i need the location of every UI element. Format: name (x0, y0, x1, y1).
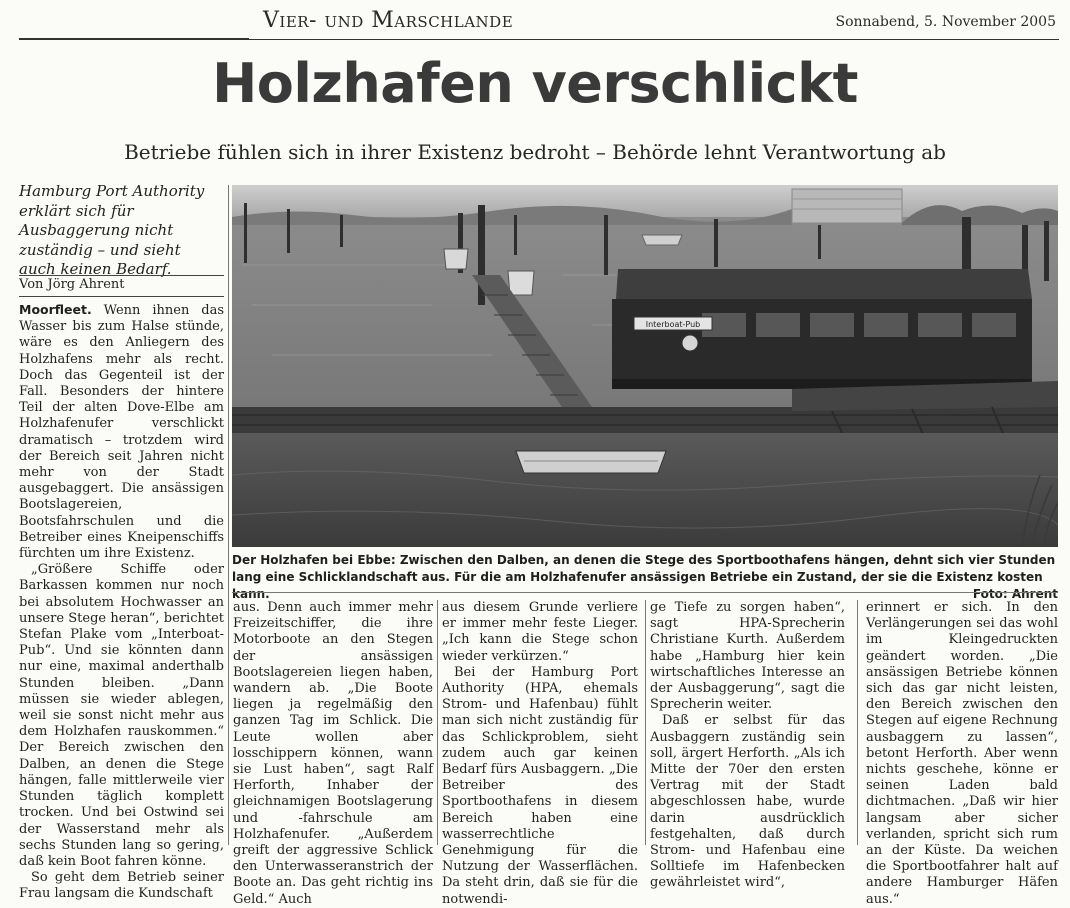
issue-date: Sonnabend, 5. November 2005 (835, 14, 1056, 30)
article-column-4 (650, 600, 845, 892)
harbor-photo (232, 185, 1058, 547)
column-rule (857, 600, 858, 845)
column-rule (437, 600, 438, 845)
section-title: Vier- und Marschlande (263, 8, 514, 33)
paragraph (19, 302, 224, 562)
paragraph: Bei der Hamburg Port Authority (HPA, ehemals Strom- und Hafenbau) fühlt man sich nicht zuständig für das Schlickproblem, sieht zudem auch gar keinen Bedarf fürs Ausbaggern. „Die Betreiber des Sportboothafens in diesem Bereich haben eine wasserrechtliche Genehmigung für die Nutzung der Wasserflächen. Da steht drin, daß sie für die notwendi- (442, 664, 638, 907)
caption-rule (232, 592, 1058, 593)
paragraph: „Größere Schiffe oder Barkassen kommen nur noch bei absolutem Hochwasser an unsere Stege heran“, berichtet Stefan Plake vom „Interboat-Pub“. Und sie könnten dann nur eine, maximal anderthalb Stunden bleiben. „Dann müssen sie wieder ablegen, weil sie sonst nicht mehr aus dem Holzhafen rauskommen.“ Der Bereich zwischen den Dalben, an denen die Stege hängen, falle mittlerweile vier Stunden täglich komplett trocken. Und bei Ostwind sei der Wasserstand mehr als sechs Stunden lang so gering, daß kein Boot fahren könne. (19, 562, 224, 869)
paragraph: ge Tiefe zu sorgen haben“, sagt HPA-Sprecherin Christiane Kurth. Außerdem habe „Hamburg hier kein wirtschaftliches Interesse an der Ausbaggerung“, sagt die Sprecherin weiter. (650, 600, 845, 713)
harbor-photo-illustration (232, 185, 1058, 547)
paragraph: Daß er selbst für das Ausbaggern zuständig sein soll, ärgert Herforth. „Als ich Mitte der 70er den ersten Vertrag mit der Stadt abgeschlossen habe, wurde darin ausdrücklich festgehalten, daß durch Strom- und Hafenbau eine Solltiefe im Hafenbecken gewährleistet wird“, (650, 713, 845, 891)
paragraph: aus diesem Grunde verliere er immer mehr feste Lieger. „Ich kann die Stege schon wieder verkürzen.“ (442, 600, 638, 664)
byline: Von Jörg Ahrent (19, 277, 125, 292)
byline-rule-top (19, 275, 224, 276)
paragraph: erinnert er sich. In den Verlängerungen sei das wohl im Kleingedruckten geändert worden. „Die ansässigen Betriebe können sich das gar nicht leisten, den Bereich zwischen den Stegen auf eigene Rechnung ausbaggern zu lassen“, betont Herforth. Aber wenn nichts geschehe, könne er seinen Laden bald dichtmachen. „Daß wir hier langsam aber sicher verlanden, spricht sich rum an der Küste. Da weichen die Sportbootfahrer halt auf andere Hamburger Häfen aus.“ (866, 600, 1058, 907)
article-column-5 (866, 600, 1058, 908)
caption-text: Der Holzhafen bei Ebbe: Zwischen den Dalben, an denen die Stege des Sportboothafens hängen, dehnt sich vier Stunden lang eine Schlicklandschaft aus. Für die am Holzhafenufer ansässigen Betriebe ein Zustand, der sie die Existenz kosten kann. (232, 553, 1056, 601)
headline: Holzhafen verschlickt (212, 52, 858, 115)
article-column-3 (442, 600, 638, 908)
photo-caption (232, 552, 1058, 603)
article-column-1 (19, 302, 224, 903)
dateline: Moorfleet. (19, 302, 92, 317)
column-rule (645, 600, 646, 845)
photo-credit: Foto: Ahrent (972, 587, 1058, 601)
teaser: Hamburg Port Authority erklärt sich für Ausbaggerung nicht zuständig – und sieht auch keinen Bedarf. (19, 182, 205, 278)
pub-sign: Interboat-Pub (645, 320, 701, 329)
byline-rule-bottom (19, 296, 224, 297)
column-rule (228, 185, 229, 845)
paragraph-text: Wenn ihnen das Wasser bis zum Halse stünde, wäre es den Anliegern des Holzhafens mehr als recht. Doch das Gegenteil ist der Fall. Besonders der hintere Teil der alten Dove-Elbe am Holzhafenufer verschlickt dramatisch – trotzdem wird der Bereich seit Jahren nicht mehr von der Stadt ausgebaggert. Die ansässigen Bootslagereien, Bootsfahrschulen und die Betreiber eines Kneipenschiffs fürchten um ihre Existenz. (19, 303, 224, 562)
paragraph: So geht dem Betrieb seiner Frau langsam die Kundschaft (19, 870, 224, 902)
masthead-rule (19, 39, 1059, 40)
paragraph: aus. Denn auch immer mehr Freizeitschiffer, die ihre Motorboote an den Stegen der ansässigen Bootslagereien liegen haben, wandern ab. „Die Boote liegen ja regelmäßig den ganzen Tag im Schlick. Die Leute wollen aber losschippern können, wann sie Lust haben“, sagt Ralf Herforth, Inhaber der gleichnamigen Bootslagerung und -fahrschule am Holzhafenufer. „Außerdem greift der aggressive Schlick den Unterwasseranstrich der Boote an. Das geht richtig ins Geld.“ Auch (233, 600, 433, 907)
subheadline: Betriebe fühlen sich in ihrer Existenz bedroht – Behörde lehnt Verantwortung ab (124, 140, 946, 164)
article-column-2 (233, 600, 433, 908)
